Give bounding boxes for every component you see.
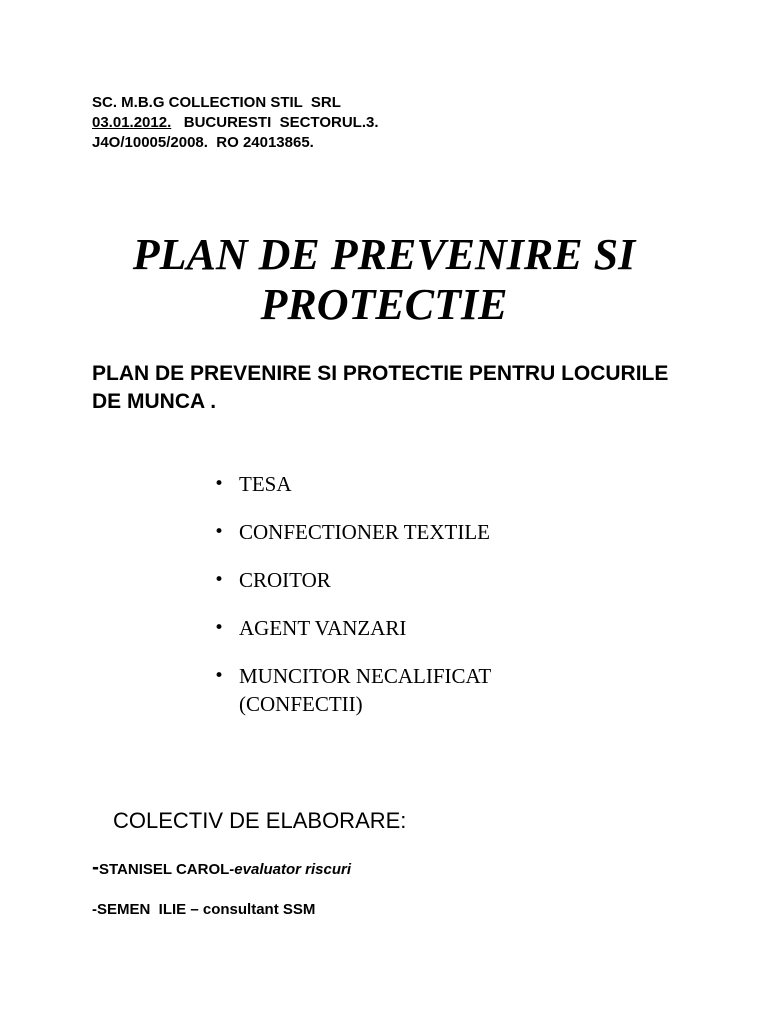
bullet-icon: •	[214, 618, 225, 638]
job-title: CONFECTIONER TEXTILE	[239, 520, 491, 544]
document-date: 03.01.2012.	[92, 114, 172, 131]
document-subtitle: PLAN DE PREVENIRE SI PROTECTIE PENTRU LOCURILE DE MUNCA .	[92, 362, 669, 413]
collective-heading: COLECTIV DE ELABORARE:	[113, 808, 407, 833]
company-name: SC. M.B.G COLLECTION STIL SRL	[92, 94, 341, 111]
list-item	[214, 518, 559, 546]
list-item	[214, 662, 559, 718]
bullet-icon: •	[214, 570, 225, 590]
job-title: AGENT VANZARI	[239, 616, 407, 640]
title-line-2: PROTECTIE	[260, 280, 508, 329]
author-dash: -	[92, 856, 99, 879]
list-item	[214, 614, 559, 642]
author-role: -evaluator riscuri	[229, 861, 352, 878]
company-header	[92, 93, 379, 153]
bullet-icon: •	[214, 666, 225, 686]
author-name: SEMEN ILIE	[97, 901, 187, 918]
registration-number: J4O/10005/2008. RO 24013865.	[92, 134, 314, 151]
bullet-icon: •	[214, 474, 225, 494]
job-title: MUNCITOR NECALIFICAT (CONFECTII)	[239, 664, 491, 716]
title-line-1: PLAN DE PREVENIRE SI	[132, 230, 636, 279]
author-role: – consultant SSM	[186, 901, 316, 918]
bullet-icon: •	[214, 522, 225, 542]
list-item	[214, 566, 559, 594]
date-location-line	[92, 113, 379, 133]
job-title: TESA	[239, 472, 292, 496]
list-item	[214, 470, 559, 498]
company-location: BUCURESTI SECTORUL.3.	[171, 114, 379, 131]
author-dash: -	[92, 901, 97, 918]
author-name: STANISEL CAROL	[99, 861, 230, 878]
author-line	[92, 856, 351, 880]
job-title: CROITOR	[239, 568, 331, 592]
document-title	[0, 230, 768, 330]
author-line	[92, 901, 315, 918]
job-list	[214, 470, 559, 738]
